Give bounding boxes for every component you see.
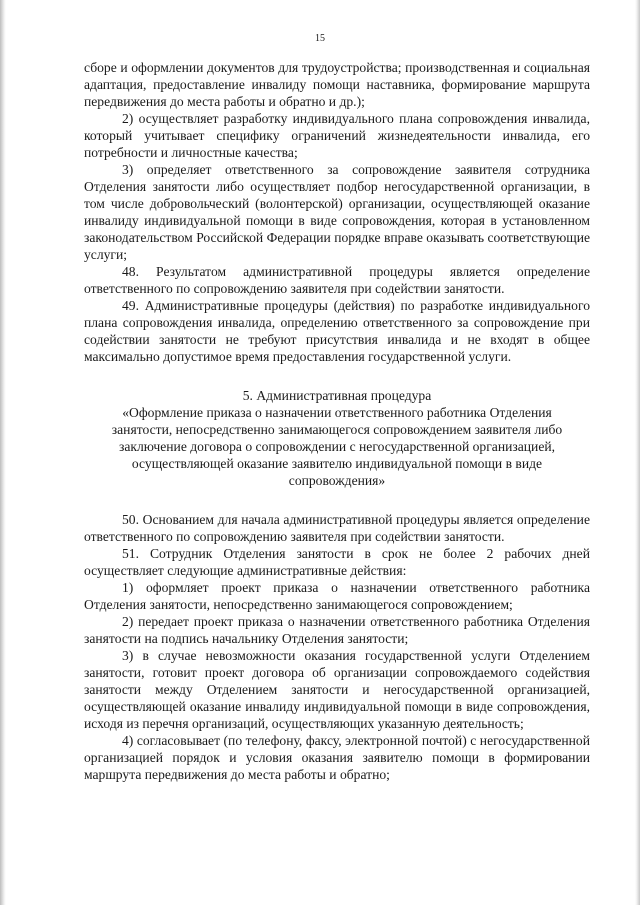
paragraph-49: 49. Административные процедуры (действия) по разработке индивидуального плана сопровождения инвалида, определению ответственного за сопровождение при содействии занятости не требуют присутствия инвалида и не входят в общее максимально допустимое время предоставления государственной услуги. xyxy=(84,298,590,364)
paragraph-51-item-4: 4) согласовывает (по телефону, факсу, электронной почтой) с негосударственной организацией порядок и условия оказания заявителю помощи в формировании маршрута передвижения до места работы и обратно; xyxy=(84,733,590,782)
section-subtitle-line: сопровождения» xyxy=(288,473,386,488)
section-subtitle-line: осуществляющей оказание заявителю индивидуальной помощи в виде xyxy=(131,456,543,471)
section-heading xyxy=(84,387,590,489)
spacer xyxy=(84,489,590,511)
paragraphs-bottom xyxy=(84,511,590,783)
section-subtitle-line: заключение договора о сопровождении с негосударственной организацией, xyxy=(118,439,556,454)
paragraphs-top xyxy=(84,59,590,365)
document-body xyxy=(84,59,590,783)
scan-edge-left xyxy=(0,0,6,905)
paragraph-continuation: сборе и оформлении документов для трудоустройства; производственная и социальная адаптация, предоставление инвалиду помощи наставника, формирование маршрута передвижения до места работы и обратно и др.); xyxy=(84,60,590,109)
section-title: 5. Административная процедура xyxy=(242,388,432,403)
scan-edge-right xyxy=(635,0,640,905)
paragraph-48: 48. Результатом административной процедуры является определение ответственного по сопровождению заявителя при содействии занятости. xyxy=(84,264,590,296)
paragraph-51-item-3: 3) в случае невозможности оказания государственной услуги Отделением занятости, готовит проект договора об организации сопровождаемого содействия занятости между Отделением занятости и негосударственной организацией, осуществляющей оказание инвалиду индивидуальной помощи в виде сопровождения, исходя из перечня организаций, осуществляющих указанную деятельность; xyxy=(84,648,590,731)
paragraph-item-3: 3) определяет ответственного за сопровождение заявителя сотрудника Отделения занятости либо осуществляет подбор негосударственной организации, в том числе добровольческий (волонтерской) организации, осуществляющей оказание инвалиду индивидуальной помощи в виде сопровождения, которая в установленном законодательством Российской Федерации порядке вправе оказывать соответствующие услуги; xyxy=(84,162,590,262)
paragraph-51-item-2: 2) передает проект приказа о назначении ответственного работника Отделения занятости на подпись начальнику Отделения занятости; xyxy=(84,614,590,646)
section-subtitle-line: занятости, непосредственно занимающегося сопровождением заявителя либо xyxy=(111,422,563,437)
paragraph-51-item-1: 1) оформляет проект приказа о назначении ответственного работника Отделения занятости, непосредственно занимающегося сопровождением; xyxy=(84,580,590,612)
page-number: 15 xyxy=(315,33,325,44)
paragraph-50: 50. Основанием для начала административной процедуры является определение ответственного по сопровождению заявителя при содействии занятости. xyxy=(84,512,590,544)
paragraph-51: 51. Сотрудник Отделения занятости в срок не более 2 рабочих дней осуществляет следующие административные действия: xyxy=(84,546,590,578)
section-subtitle-line: «Оформление приказа о назначении ответственного работника Отделения xyxy=(122,405,552,420)
paragraph-item-2: 2) осуществляет разработку индивидуального плана сопровождения инвалида, который учитывает специфику ограничений жизнедеятельности инвалида, его потребности и личностные качества; xyxy=(84,111,590,160)
